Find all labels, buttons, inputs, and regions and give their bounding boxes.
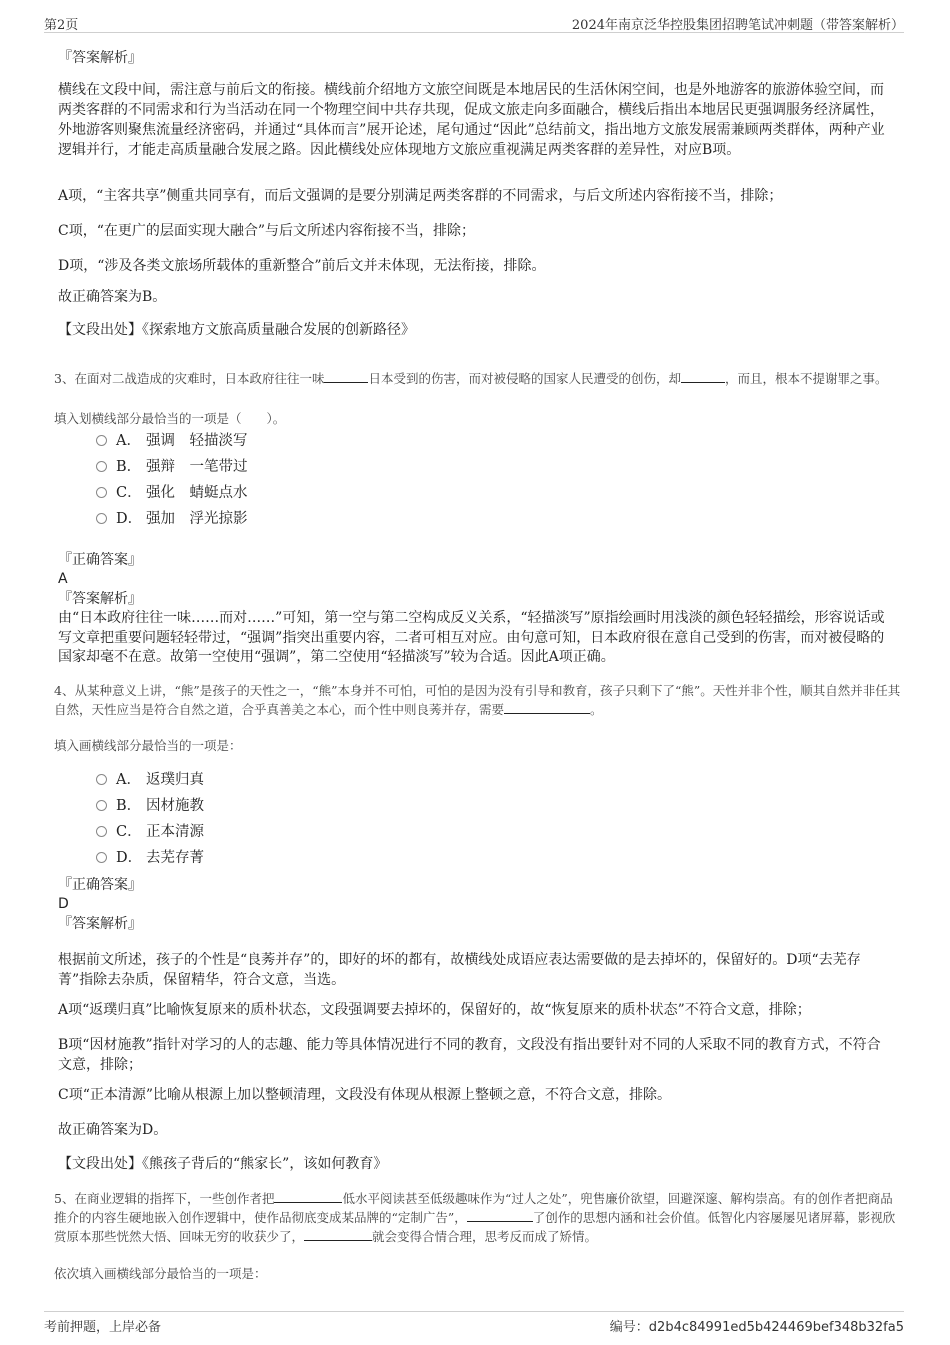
fill-blank [274, 1190, 342, 1203]
radio-icon[interactable] [96, 513, 107, 524]
radio-icon[interactable] [96, 774, 107, 785]
document-title: 2024年南京泛华控股集团招聘笔试冲刺题（带答案解析） [571, 18, 904, 33]
analysis-option-c: C项，“在更广的层面实现大融合”与后文所述内容衔接不当，排除； [58, 223, 476, 239]
option-b[interactable]: B． 因材施教 [96, 796, 204, 816]
option-c[interactable]: C． 正本清源 [96, 822, 204, 842]
radio-icon[interactable] [96, 461, 107, 472]
option-a[interactable]: A． 强调 轻描淡写 [96, 431, 248, 451]
fill-blank [681, 370, 725, 383]
analysis-option-b: B项“因材施教”指针对学习的人的志趣、能力等具体情况进行不同的教育，文段没有指出要针对不同的人采取不同的教育方式，不符合文意，排除； [58, 1037, 881, 1073]
document-id: 编号：d2b4c84991ed5b424469bef348b32fa5 [609, 1320, 904, 1335]
analysis-paragraph: 横线在文段中间，需注意与前后文的衔接。横线前介绍地方文旅空间既是本地居民的生活休闲空间，也是外地游客的旅游体验空间，而两类客群的不同需求和行为当活动在同一个物理空间中共存共现，促成文旅走向多面融合，横线后指出本地居民更强调服务经济属性，外地游客则聚焦流量经济密码，并通过“具体而言”展开论述，尾句通过“因此”总结前文，指出地方文旅发展需兼顾两类群体，两种产业逻辑并行，才能走高质量融合发展之路。因此横线处应体现地方文旅应重视满足两类客群的差异性，对应B项。 [58, 82, 885, 158]
radio-icon[interactable] [96, 487, 107, 498]
fill-blank [304, 1228, 372, 1241]
analysis-paragraph: 根据前文所述，孩子的个性是“良莠并存”的，即好的坏的都有，故横线处成语应表达需要做的是去掉坏的，保留好的。D项“去芜存菁”指除去杂质，保留精华，符合文意，当选。 [58, 952, 861, 988]
question-4-stem: 4、从某种意义上讲，“熊”是孩子的天性之一，“熊”本身并不可怕，可怕的是因为没有引导和教育，孩子只剩下了“熊”。天性并非个性，顺其自然并非任其自然，天性应当是符合自然之道，合乎真善美之本心，而个性中则良莠并存，需要 。 [54, 683, 901, 717]
analysis-option-a: A项“返璞归真”比喻恢复原来的质朴状态，文段强调要去掉坏的，保留好的，故“恢复原来的质朴状态”不符合文意，排除； [58, 1002, 811, 1018]
answer-analysis-heading: 『答案解析』 [58, 591, 142, 607]
page-header [44, 12, 904, 33]
answer-analysis-heading: 『答案解析』 [58, 50, 142, 66]
correct-answer-letter: A [58, 571, 68, 587]
source-citation: 【文段出处】《探索地方文旅高质量融合发展的创新路径》 [58, 322, 415, 338]
correct-answer-statement: 故正确答案为D。 [58, 1122, 168, 1138]
source-citation: 【文段出处】《熊孩子背后的“熊家长”，该如何教育》 [58, 1156, 388, 1172]
option-a[interactable]: A． 返璞归真 [96, 770, 204, 790]
page-number: 第2页 [44, 18, 79, 33]
fill-blank [324, 370, 368, 383]
question-4-prompt: 填入画横线部分最恰当的一项是： [54, 738, 242, 753]
analysis-option-c: C项“正本清源”比喻从根源上加以整顿清理，文段没有体现从根源上整顿之意，不符合文意，排除。 [58, 1087, 672, 1103]
analysis-option-d: D项，“涉及各类文旅场所载体的重新整合”前后文并未体现，无法衔接，排除。 [58, 258, 546, 274]
analysis-paragraph: 由“日本政府往往一味……而对……”可知，第一空与第二空构成反义关系，“轻描淡写”原指绘画时用浅淡的颜色轻轻描绘，形容说话或写文章把重要问题轻轻带过，“强调”指突出重要内容，二者可相互对应。由句意可知，日本政府很在意自己受到的伤害，而对被侵略的国家却毫不在意。故第一空使用“强调”，第二空使用“轻描淡写”较为合适。因此A项正确。 [58, 610, 885, 665]
correct-answer-letter: D [58, 896, 69, 912]
analysis-option-a: A项，“主客共享”侧重共同享有，而后文强调的是要分别满足两类客群的不同需求，与后文所述内容衔接不当，排除； [58, 188, 783, 204]
radio-icon[interactable] [96, 800, 107, 811]
fill-blank [504, 701, 590, 714]
option-d[interactable]: D． 强加 浮光掠影 [96, 509, 248, 529]
footer-slogan: 考前押题，上岸必备 [44, 1320, 162, 1335]
option-b[interactable]: B． 强辩 一笔带过 [96, 457, 248, 477]
correct-answer-statement: 故正确答案为B。 [58, 289, 167, 305]
option-d[interactable]: D． 去芜存菁 [96, 848, 204, 868]
question-5-stem: 5、在商业逻辑的指挥下，一些创作者把 低水平阅读甚至低级趣味作为“过人之处”，兜售廉价欲望，回避深邃、解构崇高。有的创作者把商品推介的内容生硬地嵌入创作逻辑中，使作品彻底变成某品牌的“定制广告”， 了创作的思想内涵和社会价值。低智化内容屡屡见诸屏幕，影视欣赏原本那些恍然大悟、回味无穷的收获少了， 就会变得合情合理，思考反而成了矫情。 [54, 1191, 896, 1244]
question-3-stem: 3、在面对二战造成的灾难时，日本政府往往一味 日本受到的伤害，而对被侵略的国家人民遭受的创伤，却 ，而且，根本不提谢罪之事。 [54, 371, 888, 386]
question-3-prompt: 填入划横线部分最恰当的一项是（ ）。 [54, 411, 286, 426]
correct-answer-heading: 『正确答案』 [58, 877, 142, 893]
fill-blank [467, 1209, 533, 1222]
radio-icon[interactable] [96, 826, 107, 837]
correct-answer-heading: 『正确答案』 [58, 552, 142, 568]
option-c[interactable]: C． 强化 蜻蜓点水 [96, 483, 248, 503]
page-footer [44, 1311, 904, 1335]
question-5-prompt: 依次填入画横线部分最恰当的一项是： [54, 1266, 267, 1281]
radio-icon[interactable] [96, 852, 107, 863]
radio-icon[interactable] [96, 435, 107, 446]
answer-analysis-heading: 『答案解析』 [58, 916, 142, 932]
